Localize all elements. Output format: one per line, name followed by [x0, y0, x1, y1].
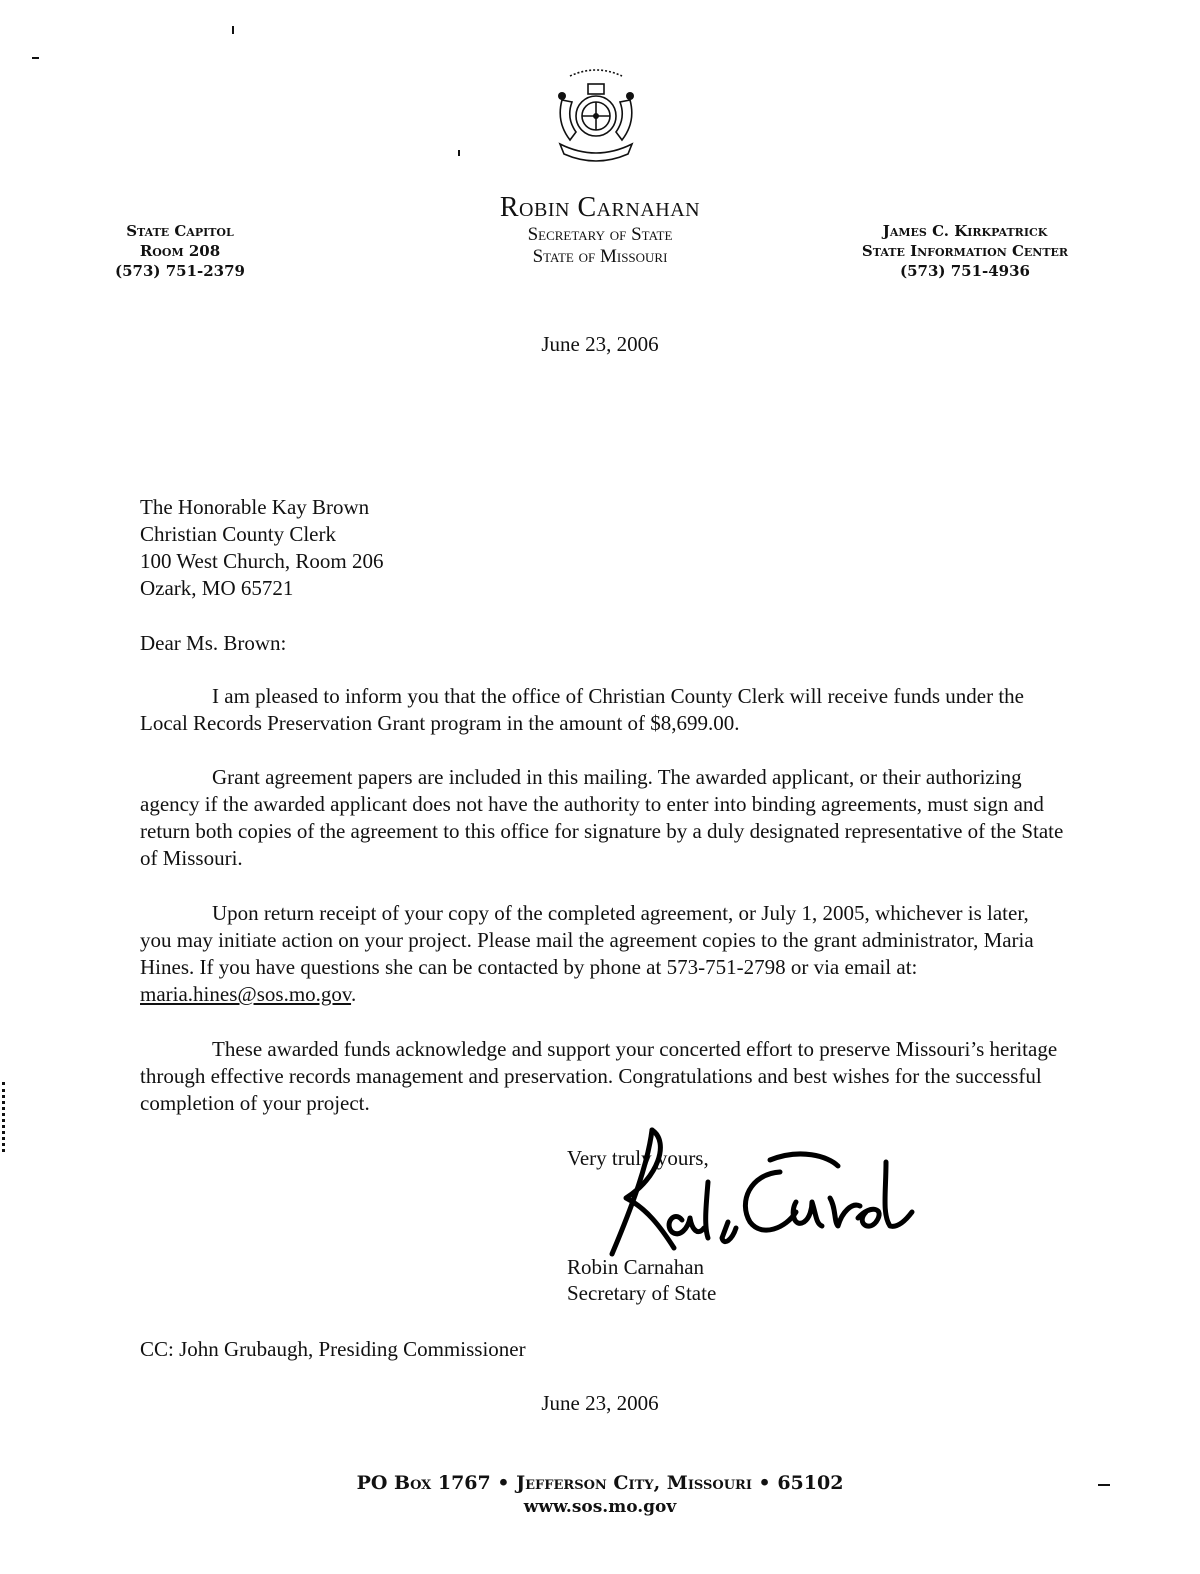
binding-edge-mark: [2, 1082, 15, 1152]
right-block-line1: James C. Kirkpatrick: [882, 222, 1048, 240]
cc-line: CC: John Grubaugh, Presiding Commissioner: [140, 1337, 526, 1361]
handwritten-signature: [590, 1122, 920, 1272]
paragraph-4: These awarded funds acknowledge and support your concerted effort to preserve Missouri’s heritage through effective records management and preservation. Congratulations and best wishes for the successful completion of your project.: [140, 1037, 1058, 1115]
paragraph-3-end: .: [351, 982, 357, 1006]
paragraph-2: Grant agreement papers are included in this mailing. The awarded applicant, or their authorizing agency if the awarded applicant does not have the authority to enter into binding agreements, must sign and return both copies of the agreement to this office for signature by a duly designated representative of the State of Missouri.: [140, 765, 1064, 870]
valediction: Very truly yours,: [567, 1146, 709, 1170]
scan-speck: [32, 57, 39, 59]
state-seal-icon: [540, 62, 652, 174]
recipient-line1: The Honorable Kay Brown: [140, 495, 370, 519]
left-block-phone: (573) 751-2379: [114, 262, 245, 280]
footer-date: June 23, 2006: [541, 1391, 659, 1415]
scan-speck: [1098, 1484, 1110, 1486]
paragraph-3: [140, 900, 1065, 1008]
letterhead-left-block: [95, 221, 265, 281]
right-block-line2: State Information Center: [861, 242, 1069, 260]
paragraph-1: I am pleased to inform you that the office of Christian County Clerk will receive funds under the Local Records Preservation Grant program in the amount of $8,699.00.: [140, 684, 1024, 735]
right-block-phone: (573) 751-4936: [899, 262, 1030, 280]
recipient-line3: 100 West Church, Room 206: [140, 549, 384, 573]
letter-date: June 23, 2006: [541, 332, 659, 356]
letterhead-title: Secretary of State: [527, 224, 673, 245]
paragraph-3-text: Upon return receipt of your copy of the completed agreement, or July 1, 2005, whichever is later, you may initiate action on your project. Please mail the agreement copies to the grant administrator, Maria Hines. If you have questions she can be contacted by phone at 573-751-2798 or via email at:: [140, 901, 1034, 979]
left-block-line2: Room 208: [139, 242, 221, 260]
scan-speck: [458, 150, 460, 156]
signer-title: Secretary of State: [567, 1281, 717, 1305]
footer-address: PO Box 1767 • Jefferson City, Missouri • 65102: [356, 1472, 844, 1494]
footer-website[interactable]: www.sos.mo.gov: [523, 1497, 677, 1517]
letterhead-name: Robin Carnahan: [499, 192, 701, 223]
left-block-line1: State Capitol: [126, 222, 234, 240]
letterhead-right-block: [840, 221, 1090, 281]
letterhead-state: State of Missouri: [532, 246, 668, 267]
recipient-line4: Ozark, MO 65721: [140, 576, 294, 600]
signer-name: Robin Carnahan: [567, 1255, 705, 1279]
recipient-address: [140, 494, 384, 602]
recipient-line2: Christian County Clerk: [140, 522, 336, 546]
scan-speck: [232, 26, 234, 34]
email-link[interactable]: maria.hines@sos.mo.gov: [140, 982, 352, 1006]
salutation: Dear Ms. Brown:: [140, 631, 287, 655]
